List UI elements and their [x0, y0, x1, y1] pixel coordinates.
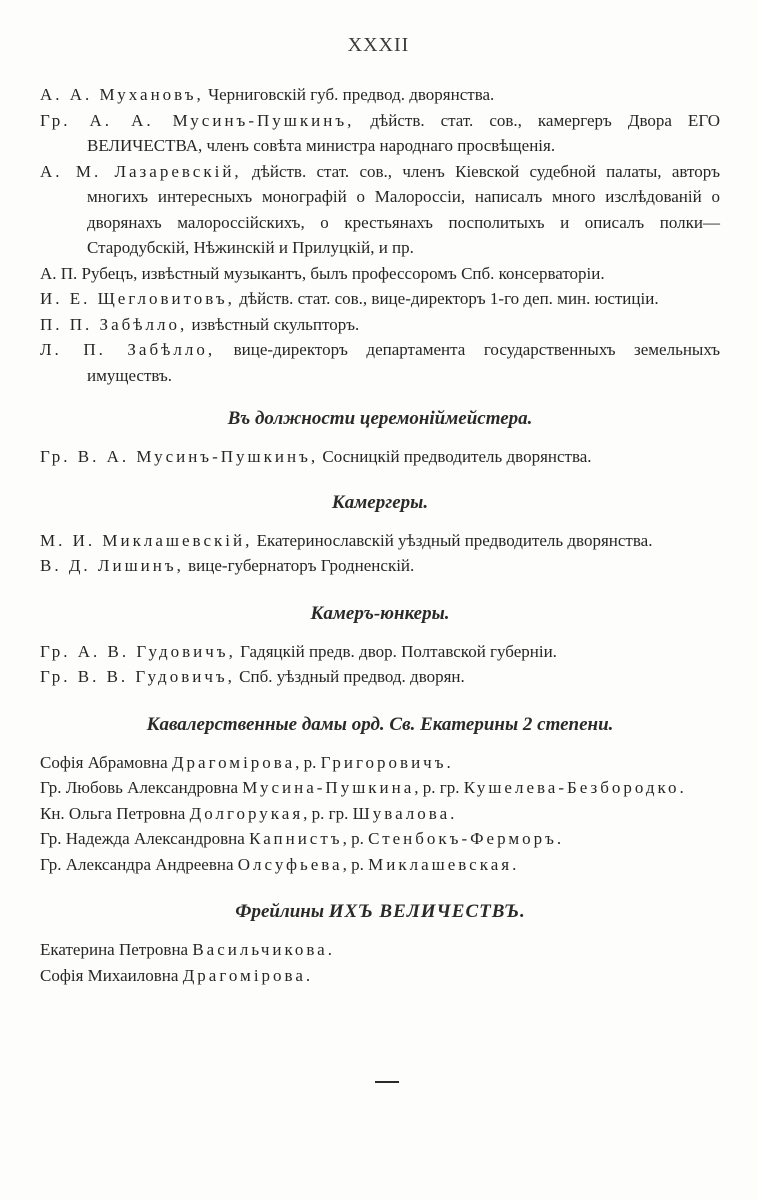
person-title: Софія Абрамовна — [40, 752, 172, 772]
section-heading-ladies: Кавалерственные дамы орд. Св. Екатерины 2 степени. — [146, 713, 614, 735]
person-description: вице-губернаторъ Гродненскій. — [183, 556, 415, 575]
list-item — [40, 159, 720, 261]
person-title: Гр. Александра Андреевна — [40, 854, 238, 874]
section-heading-maids — [40, 901, 720, 923]
maiden-label: , р. — [342, 829, 369, 848]
entry-end: . — [450, 803, 455, 823]
entry-end: . — [446, 752, 451, 772]
entry-end: . — [556, 829, 562, 848]
end-rule — [375, 1081, 399, 1083]
entry-end: . — [327, 940, 332, 959]
list-item — [40, 553, 720, 579]
list-item — [40, 852, 720, 878]
list-item — [40, 337, 720, 388]
person-description: дѣйств. стат. сов., камергеръ Двора ЕГО ВЕЛИЧЕСТВА, членъ совѣта министра народнаго просвѣщенія. — [87, 110, 720, 155]
person-title: Гр. Любовь Александровна — [40, 778, 243, 797]
person-surname: Капнистъ — [249, 829, 343, 848]
list-item — [40, 826, 720, 852]
person-description: дѣйств. стат. сов., вице-директоръ 1-го деп. мин. юстиціи. — [234, 289, 659, 308]
list-item — [40, 444, 720, 470]
entry-end: . — [305, 965, 311, 985]
heading-caps: ИХЪ ВЕЛИЧЕСТВЪ — [328, 901, 520, 922]
maiden-label: , р. — [295, 752, 321, 772]
person-title: Гр. Надежда Александровна — [40, 829, 250, 848]
person-title: Софія Михаиловна — [40, 965, 183, 985]
person-description: Гадяцкій предв. двор. Полтавской губерніи. — [235, 641, 557, 661]
list-item — [40, 664, 720, 690]
page-body — [40, 82, 720, 988]
person-surname: Долгорукая — [189, 803, 304, 823]
person-description: Сосницкій предводитель дворянства. — [318, 447, 592, 466]
list-item — [40, 963, 720, 989]
list-item — [40, 639, 720, 665]
person-name: Гр. В. В. Гудовичъ, — [40, 667, 235, 686]
list-item — [40, 108, 720, 159]
person-name: Л. П. Забѣлло, — [40, 340, 216, 359]
heading-end: . — [519, 901, 525, 922]
entries-top — [40, 82, 720, 388]
person-description: извѣстный скульпторъ. — [187, 314, 360, 334]
maiden-name: Шувалова — [352, 803, 451, 823]
person-name: А. М. Лазаревскій, — [40, 161, 242, 181]
person-description: Спб. уѣздный предвод. дворян. — [234, 667, 465, 686]
person-name: П. П. Забѣлло, — [40, 314, 188, 334]
list-item — [40, 261, 720, 287]
person-surname: Драгомірова — [182, 965, 306, 985]
person-description: дѣйств. стат. сов., членъ Кіевской судебной палаты, авторъ многихъ интересныхъ монографій о Малороссіи, написалъ много изслѣдованій о дворянахъ малороссійскихъ, о крестьянахъ посполитыхъ и описалъ полки—Стародубскій, Нѣжинскій и Прилуцкій, и пр. — [87, 161, 720, 257]
person-name: И. Е. Щегловитовъ, — [40, 289, 235, 308]
person-description: Черниговскій губ. предвод. дворянства. — [203, 85, 495, 104]
person-name: Гр. А. В. Гудовичъ, — [40, 641, 236, 661]
person-title: Екатерина Петровна — [40, 940, 193, 959]
person-name: В. Д. Лишинъ, — [40, 556, 184, 575]
section-heading-chamberlains: Камергеры. — [331, 491, 429, 513]
person-name: А. П. Рубецъ, — [40, 263, 138, 283]
list-item — [40, 801, 720, 827]
maiden-label: , р. — [342, 854, 369, 874]
person-description: извѣстный музыкантъ, былъ профессоромъ Спб. консерваторіи. — [137, 263, 605, 283]
person-description: Екатеринославскій уѣздный предводитель дворянства. — [252, 530, 653, 550]
person-name: М. И. Миклашевскій, — [40, 530, 253, 550]
list-item — [40, 937, 720, 963]
person-surname: Мусина-Пушкина — [242, 778, 415, 797]
section-heading-ceremony: Въ должности церемоніймейстера. — [227, 408, 533, 429]
section-heading-junkers: Камеръ-юнкеры. — [310, 602, 450, 624]
list-item — [40, 286, 720, 312]
person-surname: Васильчикова — [192, 940, 328, 959]
maiden-name: Григоровичъ — [320, 752, 447, 772]
maiden-name: Кушелева-Безбородко — [463, 778, 680, 797]
maiden-name: Стенбокъ-Ферморъ — [368, 829, 557, 848]
person-surname: Драгомірова — [171, 752, 296, 772]
person-description: вице-директоръ департамента государственныхъ земельныхъ имуществъ. — [87, 340, 720, 385]
list-item — [40, 775, 720, 801]
person-name: Гр. А. А. Мусинъ-Пушкинъ, — [40, 110, 355, 130]
person-title: Кн. Ольга Петровна — [40, 803, 190, 823]
page-number: XXXII — [347, 34, 410, 56]
entry-end: . — [679, 778, 684, 797]
list-item — [40, 528, 720, 554]
list-item — [40, 312, 720, 338]
entry-end: . — [512, 854, 517, 874]
list-item — [40, 750, 720, 776]
person-name: Гр. В. А. Мусинъ-Пушкинъ, — [40, 447, 319, 466]
maiden-label: , р. гр. — [303, 803, 353, 823]
person-surname: Олсуфьева — [237, 854, 343, 874]
heading-text: Фрейлины — [235, 901, 329, 922]
list-item — [40, 82, 720, 108]
maiden-name: Миклашевская — [368, 854, 513, 874]
maiden-label: , р. гр. — [414, 778, 464, 797]
person-name: А. А. Мухановъ, — [40, 85, 204, 104]
